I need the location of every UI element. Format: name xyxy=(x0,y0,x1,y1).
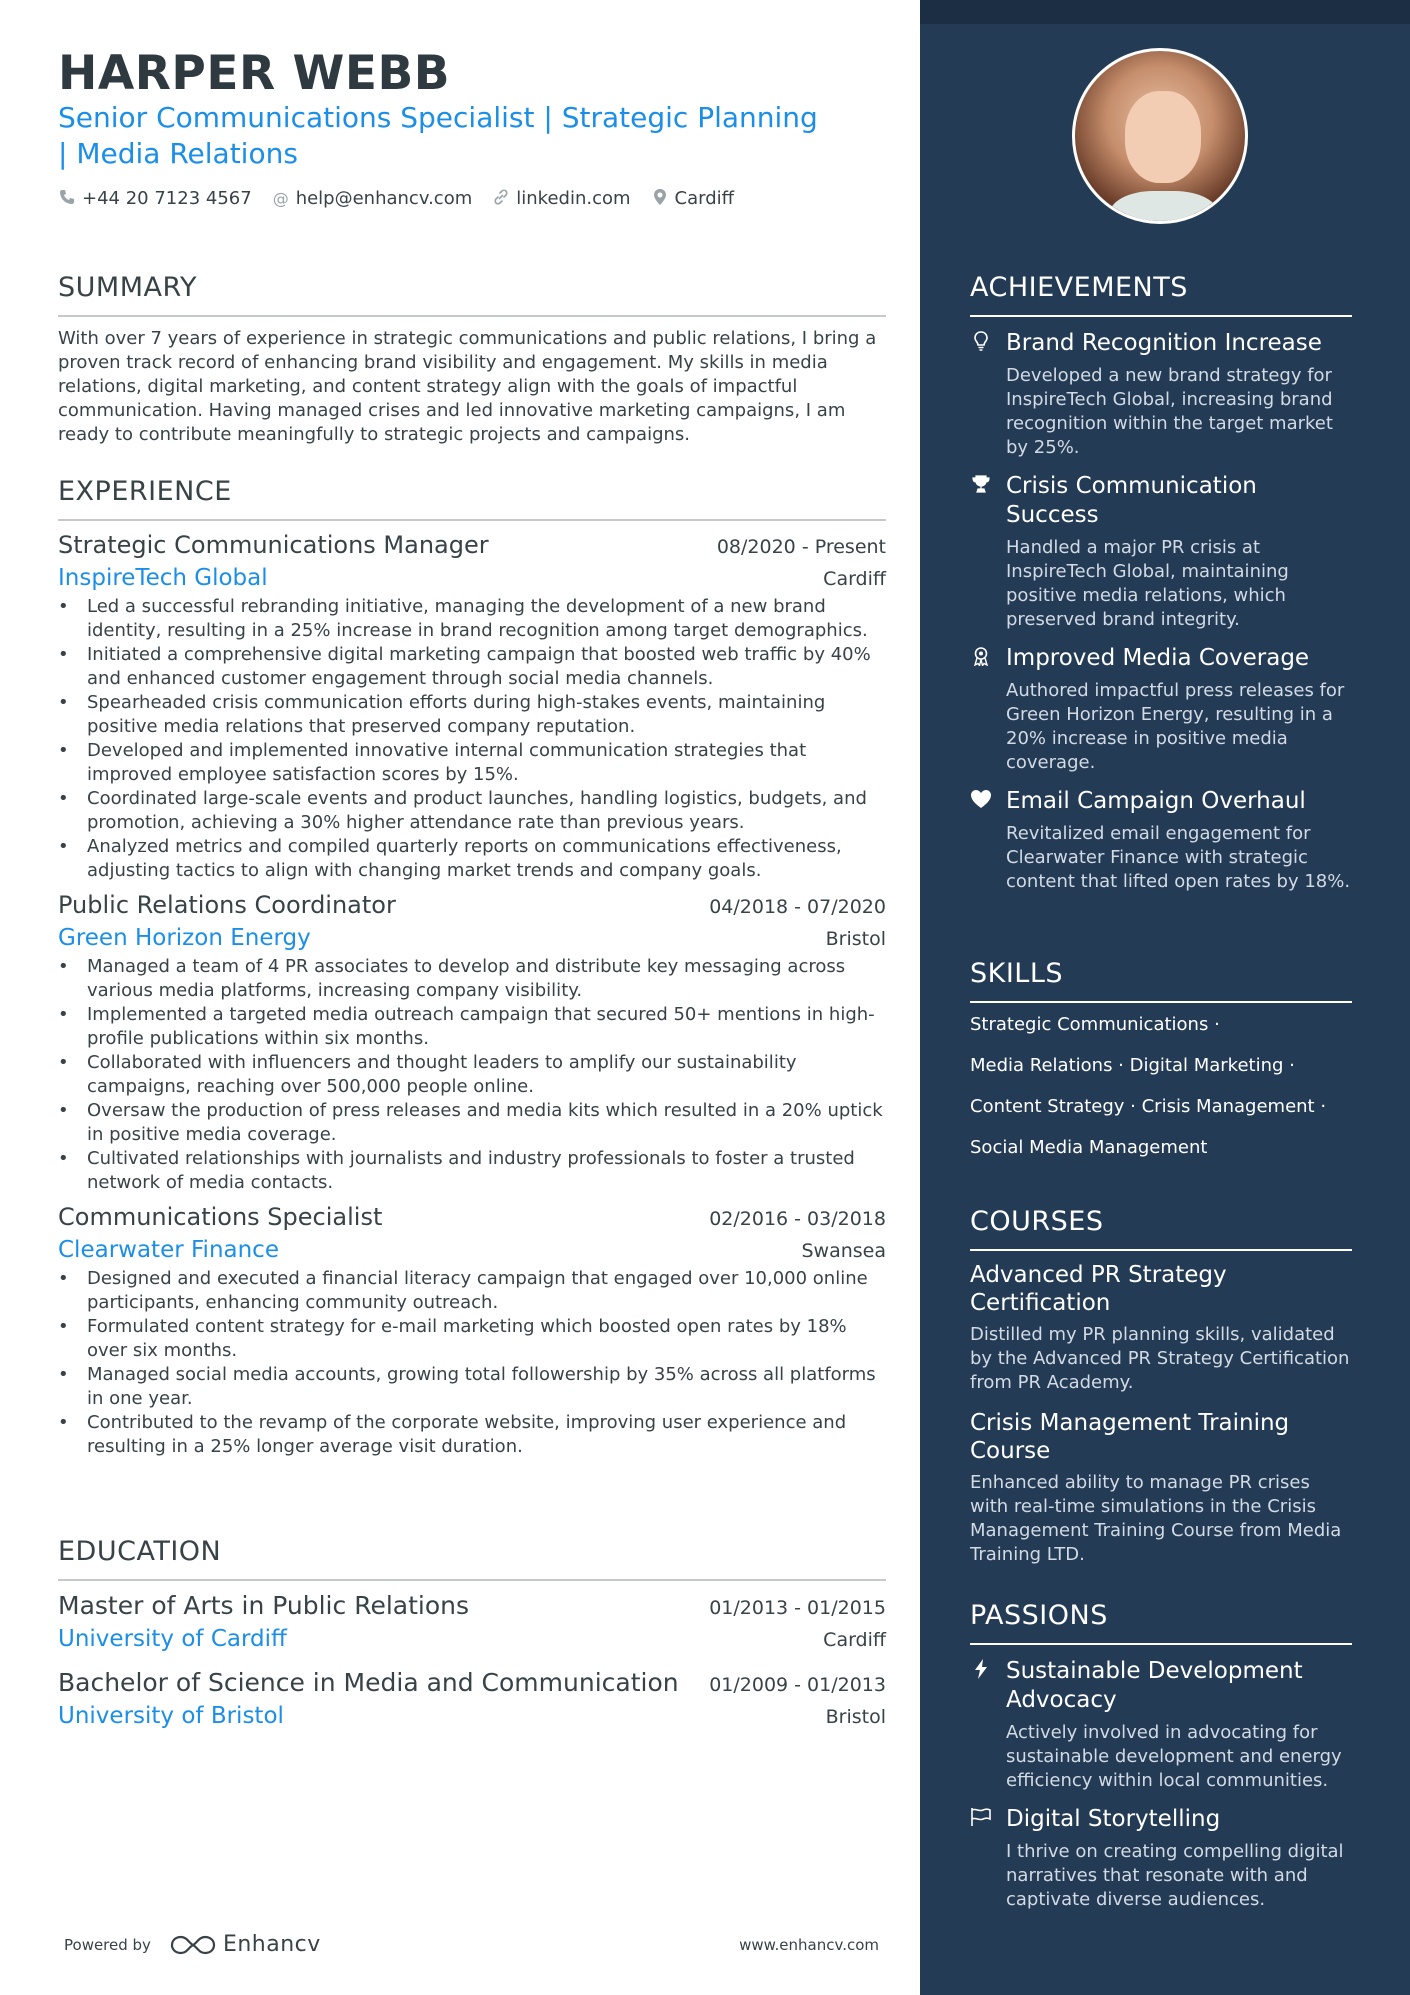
contact-linkedin xyxy=(492,188,630,209)
phone-icon xyxy=(58,189,76,209)
course-desc: Distilled my PR planning skills, validated by the Advanced PR Strategy Certification from PR Academy. xyxy=(970,1324,1350,1393)
lightbulb-icon xyxy=(970,329,992,460)
achievements-divider xyxy=(970,315,1352,317)
skill-line: Content Strategy · Crisis Management · xyxy=(970,1096,1327,1117)
education-degree: Bachelor of Science in Media and Communication xyxy=(58,1668,679,1697)
achievement-title: Email Campaign Overhaul xyxy=(1006,788,1306,814)
job-bullet: • Managed a team of 4 PR associates to develop and distribute key messaging across various media platforms, increasing company visibility. xyxy=(58,955,886,1003)
passions-divider xyxy=(970,1643,1352,1645)
education-entry xyxy=(58,1668,886,1729)
job-date: 04/2018 - 07/2020 xyxy=(709,896,886,918)
contact-phone xyxy=(58,188,252,209)
job-bullets xyxy=(58,1267,886,1459)
job-entry xyxy=(58,531,886,883)
contact-location xyxy=(651,188,735,209)
footer-url[interactable]: www.enhancv.com xyxy=(739,1935,879,1954)
job-bullet: • Designed and executed a financial literacy campaign that engaged over 10,000 online participants, enhancing community outreach. xyxy=(58,1267,886,1315)
summary-text: With over 7 years of experience in strategic communications and public relations, I bring a proven track record of enhancing brand visibility and engagement. My skills in media relations, digital marketing, and content strategy align with the goals of impactful communication. Having managed crises and led innovative marketing campaigns, I am ready to contribute meaningfully to strategic projects and campaigns. xyxy=(58,328,877,445)
job-bullet: • Managed social media accounts, growing total followership by 35% across all platforms in one year. xyxy=(58,1363,886,1411)
powered-by xyxy=(64,1932,321,1957)
headline-line-2: | Media Relations xyxy=(58,137,298,170)
achievement-item xyxy=(970,787,1352,894)
course-title: Crisis Management Training Course xyxy=(970,1410,1290,1464)
job-bullet: • Initiated a comprehensive digital marketing campaign that boosted web traffic by 40% and enhanced customer engagement through social media channels. xyxy=(58,643,886,691)
photo-shirt-shape xyxy=(1109,191,1219,224)
enhancv-logo-icon xyxy=(169,1933,217,1957)
achievement-desc: Handled a major PR crisis at InspireTech Global, maintaining positive media relations, which preserved brand integrity. xyxy=(1006,537,1289,630)
job-title: Strategic Communications Manager xyxy=(58,531,489,559)
medal-icon xyxy=(970,644,992,775)
job-bullet: • Spearheaded crisis communication efforts during high-stakes events, maintaining positive media relations that preserved company reputation. xyxy=(58,691,886,739)
job-bullet: • Cultivated relationships with journalists and industry professionals to foster a trusted network of media contacts. xyxy=(58,1147,886,1195)
heart-icon xyxy=(970,787,992,894)
education-degree: Master of Arts in Public Relations xyxy=(58,1591,469,1620)
passion-desc: Actively involved in advocating for sustainable development and energy efficiency within local communities. xyxy=(1006,1722,1342,1791)
experience-title: EXPERIENCE xyxy=(58,476,232,507)
powered-by-label: Powered by xyxy=(64,1935,151,1954)
profile-photo xyxy=(1072,48,1248,224)
courses-section xyxy=(970,1206,1352,1567)
summary-divider xyxy=(58,315,886,317)
job-title: Public Relations Coordinator xyxy=(58,891,396,919)
education-school: University of Cardiff xyxy=(58,1626,287,1652)
course-item xyxy=(970,1409,1352,1567)
skill-line: Strategic Communications · xyxy=(970,1014,1220,1035)
contact-email xyxy=(272,188,473,209)
education-date: 01/2013 - 01/2015 xyxy=(709,1597,886,1619)
phone-text[interactable]: +44 20 7123 4567 xyxy=(82,188,252,209)
summary-title: SUMMARY xyxy=(58,272,197,303)
skills-section xyxy=(970,958,1352,1177)
education-header xyxy=(58,1591,886,1620)
education-school-row xyxy=(58,1703,886,1729)
education-entry xyxy=(58,1591,886,1652)
skill-line: Media Relations · Digital Marketing · xyxy=(970,1055,1295,1076)
skills-list xyxy=(970,1013,1352,1160)
skills-divider xyxy=(970,1001,1352,1003)
achievement-item xyxy=(970,329,1352,460)
summary-section xyxy=(58,272,886,447)
email-text[interactable]: help@enhancv.com xyxy=(295,188,473,209)
job-bullets xyxy=(58,955,886,1195)
job-company-row xyxy=(58,1237,886,1263)
job-bullet: • Formulated content strategy for e-mail marketing which boosted open rates by 18% over six months. xyxy=(58,1315,886,1363)
lightning-icon xyxy=(970,1657,992,1793)
job-company-row xyxy=(58,925,886,951)
experience-divider xyxy=(58,519,886,521)
job-company: InspireTech Global xyxy=(58,565,268,591)
course-desc: Enhanced ability to manage PR crises with real-time simulations in the Crisis Management Training Course from Media Training LTD. xyxy=(970,1472,1342,1565)
job-bullet: • Collaborated with influencers and thought leaders to amplify our sustainability campaigns, reaching over 500,000 people online. xyxy=(58,1051,886,1099)
achievement-desc: Revitalized email engagement for Clearwater Finance with strategic content that lifted open rates by 18%. xyxy=(1006,823,1351,892)
job-company: Clearwater Finance xyxy=(58,1237,279,1263)
job-title: Communications Specialist xyxy=(58,1203,383,1231)
education-date: 01/2009 - 01/2013 xyxy=(709,1674,886,1696)
at-icon: @ xyxy=(272,189,289,208)
flag-icon xyxy=(970,1805,992,1912)
job-date: 02/2016 - 03/2018 xyxy=(709,1208,886,1230)
job-location: Bristol xyxy=(825,928,886,950)
brand-logo[interactable] xyxy=(169,1932,321,1957)
achievement-desc: Authored impactful press releases for Green Horizon Energy, resulting in a 20% increase in positive media coverage. xyxy=(1006,680,1345,773)
job-date: 08/2020 - Present xyxy=(716,536,886,558)
job-entry xyxy=(58,891,886,1195)
candidate-name: HARPER WEBB xyxy=(58,46,451,101)
education-header xyxy=(58,1668,886,1697)
footer xyxy=(64,1932,879,1957)
headline xyxy=(58,100,858,172)
passion-title: Digital Storytelling xyxy=(1006,1806,1221,1832)
course-item xyxy=(970,1261,1352,1395)
achievement-title: Brand Recognition Increase xyxy=(1006,330,1322,356)
passion-body xyxy=(1006,1805,1352,1912)
sidebar xyxy=(920,0,1410,1995)
job-bullet: • Contributed to the revamp of the corporate website, improving user experience and resulting in a 25% longer average visit duration. xyxy=(58,1411,886,1459)
achievement-body xyxy=(1006,472,1352,632)
job-bullet: • Implemented a targeted media outreach campaign that secured 50+ mentions in high-profile publications within six months. xyxy=(58,1003,886,1051)
contact-bar xyxy=(58,188,734,209)
achievements-title: ACHIEVEMENTS xyxy=(970,272,1188,303)
courses-divider xyxy=(970,1249,1352,1251)
trophy-icon xyxy=(970,472,992,632)
location-pin-icon xyxy=(651,189,669,209)
job-header xyxy=(58,1203,886,1231)
job-bullet: • Oversaw the production of press releases and media kits which resulted in a 20% uptick in positive media coverage. xyxy=(58,1099,886,1147)
achievements-section xyxy=(970,272,1352,894)
passions-section xyxy=(970,1600,1352,1912)
sidebar-top-bar xyxy=(920,0,1410,24)
education-section xyxy=(58,1536,886,1729)
job-company-row xyxy=(58,565,886,591)
photo-face-shape xyxy=(1125,91,1201,183)
job-company: Green Horizon Energy xyxy=(58,925,311,951)
passion-desc: I thrive on creating compelling digital narratives that resonate with and captivate diverse audiences. xyxy=(1006,1841,1344,1910)
job-header xyxy=(58,531,886,559)
education-school: University of Bristol xyxy=(58,1703,284,1729)
achievement-title: Improved Media Coverage xyxy=(1006,645,1310,671)
linkedin-text[interactable]: linkedin.com xyxy=(516,188,631,209)
achievement-body xyxy=(1006,329,1352,460)
education-title: EDUCATION xyxy=(58,1536,222,1567)
achievement-desc: Developed a new brand strategy for InspireTech Global, increasing brand recognition within the target market by 25%. xyxy=(1006,365,1333,458)
education-school-row xyxy=(58,1626,886,1652)
job-location: Swansea xyxy=(801,1240,886,1262)
passions-title: PASSIONS xyxy=(970,1600,1108,1631)
achievement-item xyxy=(970,472,1352,632)
passion-body xyxy=(1006,1657,1352,1793)
job-bullets xyxy=(58,595,886,883)
passion-title: Sustainable Development Advocacy xyxy=(1006,1658,1303,1713)
courses-title: COURSES xyxy=(970,1206,1104,1237)
achievement-body xyxy=(1006,787,1352,894)
skills-title: SKILLS xyxy=(970,958,1064,989)
achievement-title: Crisis Communication Success xyxy=(1006,473,1257,528)
job-bullet: • Coordinated large-scale events and product launches, handling logistics, budgets, and promotion, achieving a 30% higher attendance rate than previous years. xyxy=(58,787,886,835)
course-title: Advanced PR Strategy Certification xyxy=(970,1262,1227,1316)
experience-section xyxy=(58,476,886,1459)
job-bullet: • Led a successful rebranding initiative, managing the development of a new brand identity, resulting in a 25% increase in brand recognition among target demographics. xyxy=(58,595,886,643)
job-entry xyxy=(58,1203,886,1459)
location-text: Cardiff xyxy=(674,188,735,209)
education-location: Cardiff xyxy=(823,1629,886,1651)
job-bullet: • Developed and implemented innovative internal communication strategies that improved employee satisfaction scores by 15%. xyxy=(58,739,886,787)
brand-name: Enhancv xyxy=(222,1932,321,1957)
education-divider xyxy=(58,1579,886,1581)
achievement-item xyxy=(970,644,1352,775)
passion-item xyxy=(970,1805,1352,1912)
passion-item xyxy=(970,1657,1352,1793)
achievement-body xyxy=(1006,644,1352,775)
link-icon xyxy=(492,189,510,209)
headline-line-1: Senior Communications Specialist | Strategic Planning xyxy=(58,101,818,134)
education-location: Bristol xyxy=(825,1706,886,1728)
job-header xyxy=(58,891,886,919)
job-bullet: • Analyzed metrics and compiled quarterly reports on communications effectiveness, adjusting tactics to align with changing market trends and company goals. xyxy=(58,835,886,883)
job-location: Cardiff xyxy=(823,568,886,590)
skill-line: Social Media Management xyxy=(970,1137,1208,1158)
